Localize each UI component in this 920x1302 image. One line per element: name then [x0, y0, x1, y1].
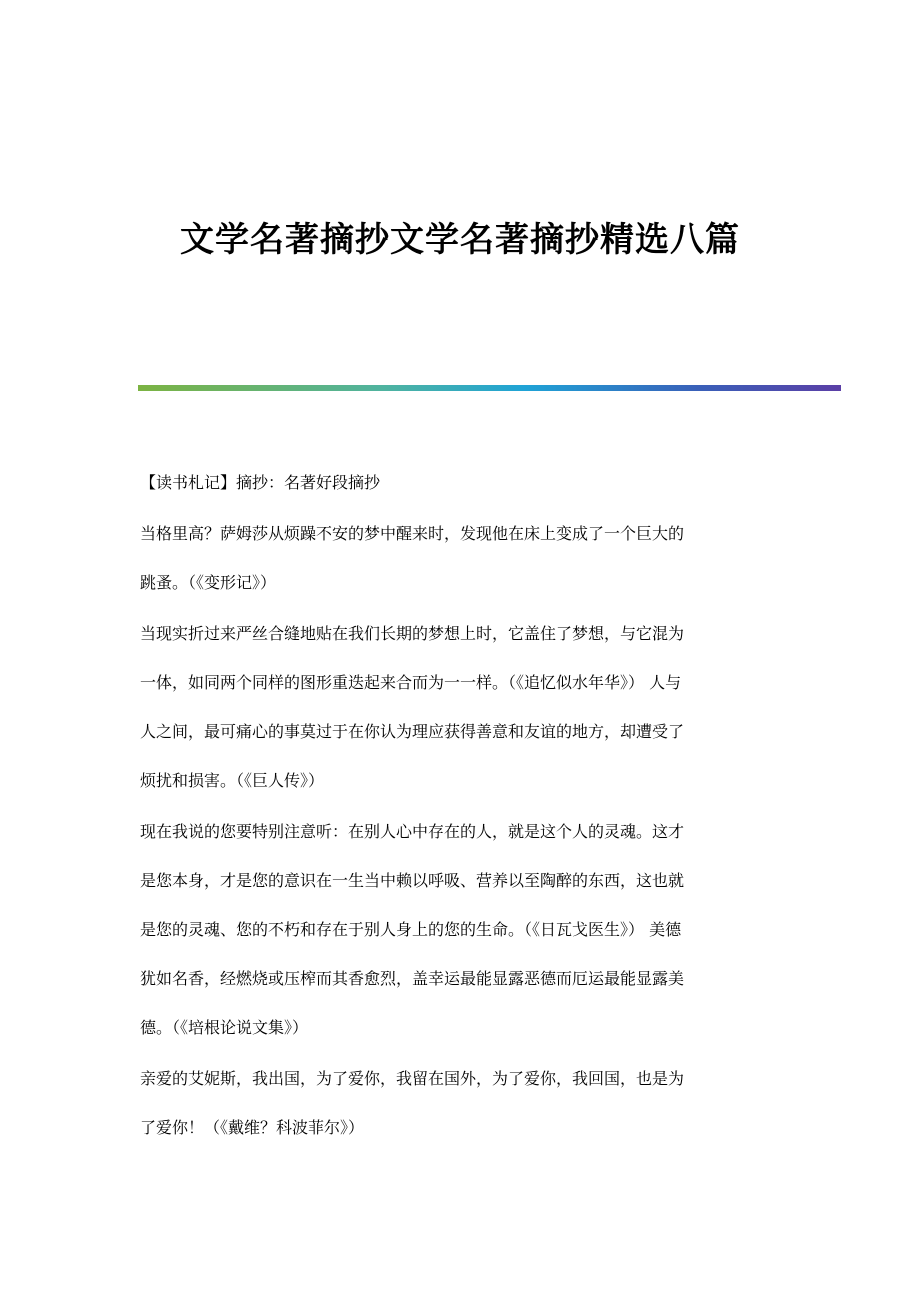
- document-body: [140, 468, 780, 1164]
- document-title: 文学名著摘抄文学名著摘抄精选八篇: [180, 220, 740, 260]
- paragraph-line: 犹如名香，经燃烧或压榨而其香愈烈，盖幸运最能显露恶德而厄运最能显露美: [140, 969, 685, 988]
- title-divider: [138, 385, 841, 391]
- paragraph-line: 现在我说的您要特别注意听：在别人心中存在的人，就是这个人的灵魂。这才: [140, 822, 685, 841]
- paragraph-line: 一体，如同两个同样的图形重迭起来合而为一一样。（《追忆似水年华》） 人与: [140, 673, 682, 692]
- paragraph-line: 跳蚤。（《变形记》）: [140, 573, 277, 592]
- paragraph-2: [140, 619, 780, 796]
- paragraph-line: 人之间，最可痛心的事莫过于在你认为理应获得善意和友谊的地方，却遭受了: [140, 722, 685, 741]
- paragraph-line: 当现实折过来严丝合缝地贴在我们长期的梦想上时，它盖住了梦想，与它混为: [140, 624, 685, 643]
- paragraph-1: [140, 519, 780, 598]
- paragraph-line: 了爱你！（《戴维？科波菲尔》）: [140, 1118, 365, 1137]
- header-line: [140, 468, 780, 498]
- paragraph-3: [140, 817, 780, 1043]
- paragraph-line: 是您的灵魂、您的不朽和存在于别人身上的您的生命。（《日瓦戈医生》） 美德: [140, 920, 682, 939]
- paragraph-line: 德。（《培根论说文集》）: [140, 1018, 309, 1037]
- paragraph-line: 亲爱的艾妮斯，我出国，为了爱你，我留在国外，为了爱你，我回国，也是为: [140, 1069, 685, 1088]
- paragraph-line: 是您本身，才是您的意识在一生当中赖以呼吸、营养以至陶醉的东西，这也就: [140, 871, 685, 890]
- paragraph-4: [140, 1064, 780, 1143]
- paragraph-line: 当格里高？萨姆莎从烦躁不安的梦中醒来时，发现他在床上变成了一个巨大的: [140, 524, 685, 543]
- paragraph-line: 烦扰和损害。（《巨人传》）: [140, 771, 325, 790]
- header-line-text: 【读书札记】摘抄：名著好段摘抄: [140, 473, 381, 492]
